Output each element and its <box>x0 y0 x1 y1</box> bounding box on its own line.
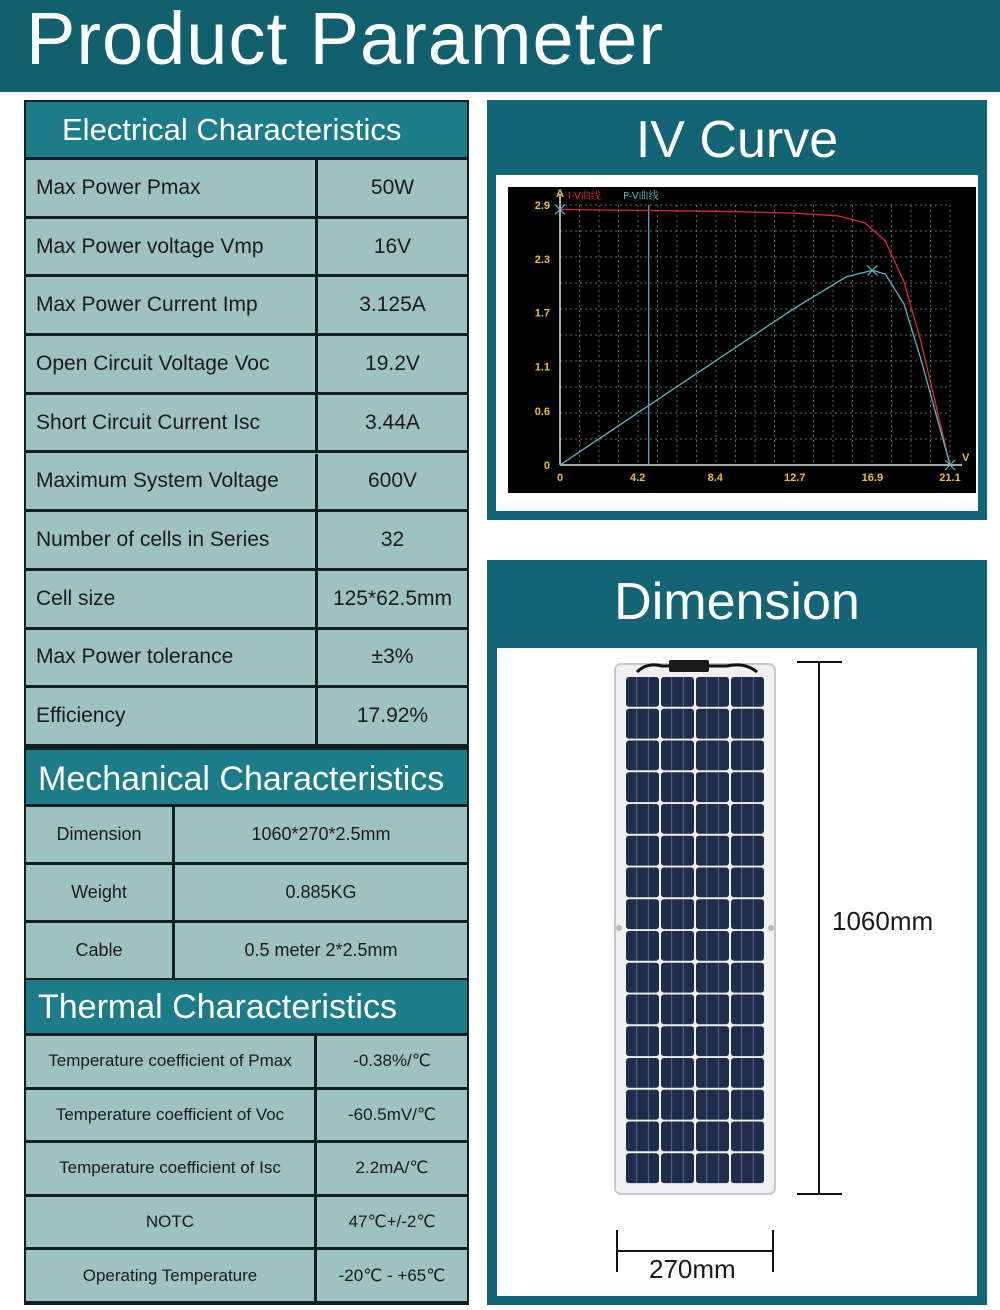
solar-cell <box>731 709 764 739</box>
solar-cell <box>731 804 764 834</box>
electrical-row <box>26 630 467 689</box>
electrical-row <box>26 395 467 454</box>
solar-cell <box>731 677 764 707</box>
thermal-value: -0.38%/℃ <box>314 1036 467 1087</box>
solar-cell <box>661 931 694 961</box>
page-title: Product Parameter <box>26 0 665 80</box>
electrical-label: Number of cells in Series <box>36 528 270 552</box>
solar-cell <box>626 677 659 707</box>
solar-cell <box>696 1026 729 1056</box>
solar-cell <box>696 868 729 898</box>
y-tick-label: 2.9 <box>534 200 550 212</box>
solar-cell <box>626 1026 659 1056</box>
electrical-value: 125*62.5mm <box>315 571 467 627</box>
iv-chart <box>508 187 976 493</box>
electrical-row <box>26 336 467 395</box>
electrical-row <box>26 512 467 571</box>
thermal-label: Temperature coefficient of Pmax <box>48 1051 292 1071</box>
solar-cell <box>731 836 764 866</box>
solar-cell <box>731 1122 764 1152</box>
solar-panel-illustration <box>497 648 977 1296</box>
solar-cell <box>696 963 729 993</box>
solar-cell <box>731 1058 764 1088</box>
solar-cell <box>696 836 729 866</box>
mechanical-value: 1060*270*2.5mm <box>172 807 467 862</box>
spec-table <box>24 100 469 1305</box>
dimension-title: Dimension <box>614 573 860 631</box>
solar-cell <box>626 1090 659 1120</box>
solar-cell <box>626 772 659 802</box>
thermal-value: 2.2mA/℃ <box>314 1143 467 1194</box>
thermal-row <box>26 1090 467 1144</box>
electrical-value: ±3% <box>315 630 467 686</box>
y-tick-label: 0 <box>543 460 550 472</box>
iv-curve-panel <box>487 100 987 520</box>
electrical-label: Open Circuit Voltage Voc <box>36 351 270 375</box>
solar-cell <box>661 709 694 739</box>
solar-cell <box>626 804 659 834</box>
electrical-value: 16V <box>315 219 467 275</box>
thermal-label: Temperature coefficient of Isc <box>59 1158 281 1178</box>
electrical-label: Max Power tolerance <box>36 645 234 669</box>
solar-cell <box>626 963 659 993</box>
electrical-row <box>26 454 467 513</box>
electrical-row <box>26 219 467 278</box>
solar-cell <box>696 772 729 802</box>
solar-cell <box>661 995 694 1025</box>
solar-cell <box>731 772 764 802</box>
electrical-label: Maximum System Voltage <box>36 469 279 493</box>
dimension-panel <box>487 560 987 1305</box>
x-tick-label: 8.4 <box>707 472 723 484</box>
solar-cell <box>626 1122 659 1152</box>
junction-box <box>669 660 709 672</box>
electrical-row <box>26 688 467 747</box>
thermal-row <box>26 1143 467 1197</box>
solar-cell <box>661 741 694 771</box>
y-tick-label: 1.1 <box>534 361 550 374</box>
solar-cell <box>661 868 694 898</box>
solar-cell <box>731 1026 764 1056</box>
solar-cell <box>626 1058 659 1088</box>
mechanical-row <box>26 923 467 981</box>
mechanical-label: Cable <box>75 940 123 960</box>
mechanical-row <box>26 807 467 865</box>
mechanical-value: 0.5 meter 2*2.5mm <box>172 923 467 978</box>
y-tick-label: 0.6 <box>534 406 550 419</box>
solar-cell <box>731 1153 764 1183</box>
electrical-label: Cell size <box>36 586 116 610</box>
electrical-value: 3.125A <box>315 277 467 333</box>
y-tick-label: 1.7 <box>534 307 550 320</box>
electrical-value: 50W <box>315 160 467 216</box>
electrical-value: 17.92% <box>315 688 467 744</box>
solar-cell <box>696 677 729 707</box>
mount-hole <box>616 925 622 931</box>
electrical-label: Efficiency <box>36 704 126 728</box>
width-label: 270mm <box>649 1254 736 1284</box>
solar-cell <box>731 1090 764 1120</box>
solar-cell <box>661 804 694 834</box>
mechanical-label: Weight <box>71 882 127 902</box>
solar-cell <box>731 931 764 961</box>
solar-cell <box>661 772 694 802</box>
thermal-label: Operating Temperature <box>82 1265 258 1285</box>
solar-cell <box>661 677 694 707</box>
solar-cell <box>661 836 694 866</box>
dimension-frame <box>497 648 977 1296</box>
solar-cell <box>731 995 764 1025</box>
x-tick-label: 16.9 <box>861 472 884 484</box>
solar-cell <box>731 899 764 929</box>
solar-cell <box>626 741 659 771</box>
x-tick-label: 12.7 <box>784 472 806 484</box>
solar-cell <box>661 1122 694 1152</box>
electrical-label: Max Power Pmax <box>36 175 201 199</box>
thermal-value: 47℃+/-2℃ <box>314 1197 467 1248</box>
header-banner <box>0 0 1000 92</box>
solar-cell <box>731 963 764 993</box>
thermal-label: Temperature coefficient of Voc <box>55 1104 285 1124</box>
y-unit-label: A <box>556 188 564 200</box>
x-tick-label: 21.1 <box>939 472 961 484</box>
height-label: 1060mm <box>832 906 934 936</box>
solar-cell <box>696 1058 729 1088</box>
solar-cell <box>696 1153 729 1183</box>
x-tick-label: 0 <box>556 472 564 484</box>
solar-cell <box>626 995 659 1025</box>
mechanical-label: Dimension <box>56 824 142 844</box>
solar-cell <box>696 1122 729 1152</box>
electrical-value: 19.2V <box>315 336 467 392</box>
iv-legend: I-V曲线 <box>568 191 601 202</box>
electrical-value: 32 <box>315 512 467 568</box>
mount-hole <box>768 925 774 931</box>
solar-cell <box>696 931 729 961</box>
solar-cell <box>661 1026 694 1056</box>
electrical-label: Max Power Current Imp <box>36 293 258 317</box>
mechanical-value: 0.885KG <box>172 865 467 920</box>
thermal-row <box>26 1197 467 1251</box>
solar-cell <box>626 899 659 929</box>
electrical-row <box>26 160 467 219</box>
electrical-value: 600V <box>315 454 467 510</box>
solar-cell <box>731 741 764 771</box>
solar-cell <box>661 1153 694 1183</box>
thermal-value: -20℃ - +65℃ <box>314 1250 467 1301</box>
thermal-section-title: Thermal Characteristics <box>26 980 467 1036</box>
thermal-value: -60.5mV/℃ <box>314 1090 467 1141</box>
electrical-label: Max Power voltage Vmp <box>36 234 264 258</box>
electrical-value: 3.44A <box>315 395 467 451</box>
mechanical-row <box>26 865 467 923</box>
y-tick-label: 2.3 <box>534 253 550 266</box>
solar-cell <box>626 836 659 866</box>
thermal-label: NOTC <box>145 1212 195 1232</box>
x-tick-label: 4.2 <box>629 472 646 484</box>
solar-cell <box>626 868 659 898</box>
electrical-row <box>26 571 467 630</box>
thermal-row <box>26 1036 467 1090</box>
iv-curve-title: IV Curve <box>635 111 839 169</box>
solar-cell <box>661 963 694 993</box>
solar-cell <box>731 868 764 898</box>
solar-cell <box>626 931 659 961</box>
electrical-label: Short Circuit Current Isc <box>36 410 261 434</box>
solar-cell <box>696 709 729 739</box>
x-unit-label: V <box>962 452 970 464</box>
electrical-row <box>26 277 467 336</box>
solar-cell <box>696 995 729 1025</box>
solar-cell <box>661 1058 694 1088</box>
solar-cell <box>626 709 659 739</box>
mechanical-section-title: Mechanical Characteristics <box>26 747 467 807</box>
solar-cell <box>661 1090 694 1120</box>
solar-cell <box>696 1090 729 1120</box>
pv-legend: P-V曲线 <box>623 191 659 202</box>
electrical-section-title: Electrical Characteristics <box>26 102 467 160</box>
solar-cell <box>696 899 729 929</box>
solar-cell <box>661 899 694 929</box>
iv-chart-frame <box>496 175 978 511</box>
solar-cell <box>696 804 729 834</box>
solar-cell <box>626 1153 659 1183</box>
thermal-row <box>26 1250 467 1304</box>
solar-cell <box>696 741 729 771</box>
